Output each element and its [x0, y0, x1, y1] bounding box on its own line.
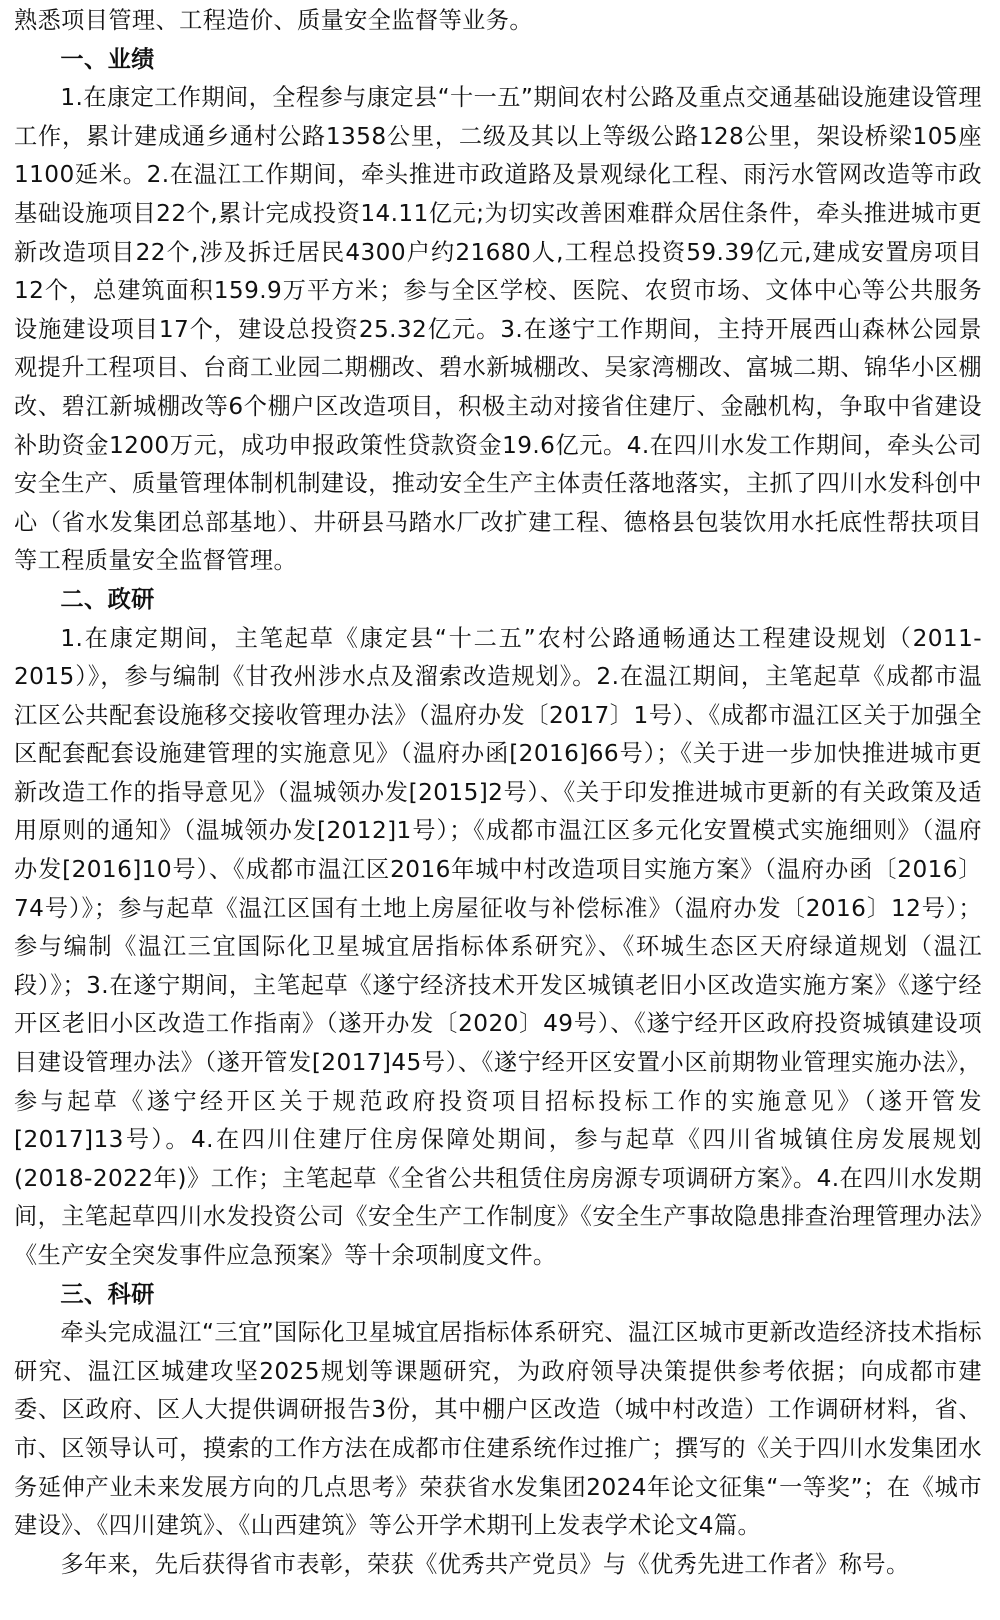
policy-research-paragraph: 1.在康定期间，主笔起草《康定县“十二五”农村公路通畅通达工程建设规划（2011-2015）》，参与编制《甘孜州涉水点及溜索改造规划》。2.在温江期间，主笔起草《成都市温江区公共配套设施移交接收管理办法》（温府办发〔2017〕1号）、《成都市温江区关于加强全区配套配套设施建管理的实施意见》（温府办函[2016]66号）；《关于进一步加快推进城市更新改造工作的指导意见》（温城领办发[2015]2号）、《关于印发推进城市更新的有关政策及适用原则的通知》（温城领办发[2012]1号）；《成都市温江区多元化安置模式实施细则》（温府办发[2016]10号）、《成都市温江区2016年城中村改造项目实施方案》（温府办函〔2016〕74号）》；参与起草《温江区国有土地上房屋征收与补偿标准》（温府办发〔2016〕12号）；参与编制《温江三宜国际化卫星城宜居指标体系研究》、《环城生态区天府绿道规划（温江段）》；3.在遂宁期间，主笔起草《遂宁经济技术开发区城镇老旧小区改造实施方案》《遂宁经开区老旧小区改造工作指南》（遂开办发〔2020〕49号）、《遂宁经开区政府投资城镇建设项目建设管理办法》（遂开管发[2017]45号）、《遂宁经开区安置小区前期物业管理实施办法》，参与起草《遂宁经开区关于规范政府投资项目招标投标工作的实施意见》（遂开管发[2017]13号）。4.在四川住建厅住房保障处期间，参与起草《四川省城镇住房发展规划(2018-2022年)》工作；主笔起草《全省公共租赁住房房源专项调研方案》。4.在四川水发期间，主笔起草四川水发投资公司《安全生产工作制度》《安全生产事故隐患排查治理管理办法》《生产安全突发事件应急预案》等十余项制度文件。 [14, 624, 982, 1269]
honors-paragraph: 多年来，先后获得省市表彰，荣获《优秀共产党员》与《优秀先进工作者》称号。 [60, 1550, 910, 1578]
section-heading-policy-research: 二、政研 [60, 585, 155, 613]
section-heading-achievements: 一、业绩 [60, 45, 155, 73]
achievements-paragraph: 1.在康定工作期间，全程参与康定县“十一五”期间农村公路及重点交通基础设施建设管理工作，累计建成通乡通村公路1358公里，二级及其以上等级公路128公里，架设桥梁105座1100延米。2.在温江工作期间，牵头推进市政道路及景观绿化工程、雨污水管网改造等市政基础设施项目22个,累计完成投资14.11亿元;为切实改善困难群众居住条件，牵头推进城市更新改造项目22个,涉及拆迁居民4300户约21680人,工程总投资59.39亿元,建成安置房项目12个，总建筑面积159.9万平方米；参与全区学校、医院、农贸市场、文体中心等公共服务设施建设项目17个，建设总投资25.32亿元。3.在遂宁工作期间，主持开展西山森林公园景观提升工程项目、台商工业园二期棚改、碧水新城棚改、吴家湾棚改、富城二期、锦华小区棚改、碧江新城棚改等6个棚户区改造项目，积极主动对接省住建厅、金融机构，争取中省建设补助资金1200万元，成功申报政策性贷款资金19.6亿元。4.在四川水发工作期间，牵头公司安全生产、质量管理体制机制建设，推动安全生产主体责任落地落实，主抓了四川水发科创中心（省水发集团总部基地）、井研县马踏水厂改扩建工程、德格县包装饮用水托底性帮扶项目等工程质量安全监督管理。 [14, 84, 982, 575]
scientific-research-paragraph: 牵头完成温江“三宜”国际化卫星城宜居指标体系研究、温江区城市更新改造经济技术指标研究、温江区城建攻坚2025规划等课题研究，为政府领导决策提供参考依据；向成都市建委、区政府、区人大提供调研报告3份，其中棚户区改造（城中村改造）工作调研材料，省、市、区领导认可，摸索的工作方法在成都市住建系统作过推广；撰写的《关于四川水发集团水务延伸产业未来发展方向的几点思考》荣获省水发集团2024年论文征集“一等奖”；在《城市建设》、《四川建筑》、《山西建筑》等公开学术期刊上发表学术论文4篇。 [14, 1319, 982, 1540]
intro-text: 熟悉项目管理、工程造价、质量安全监督等业务。 [14, 7, 533, 34]
section-heading-scientific-research: 三、科研 [60, 1280, 155, 1308]
